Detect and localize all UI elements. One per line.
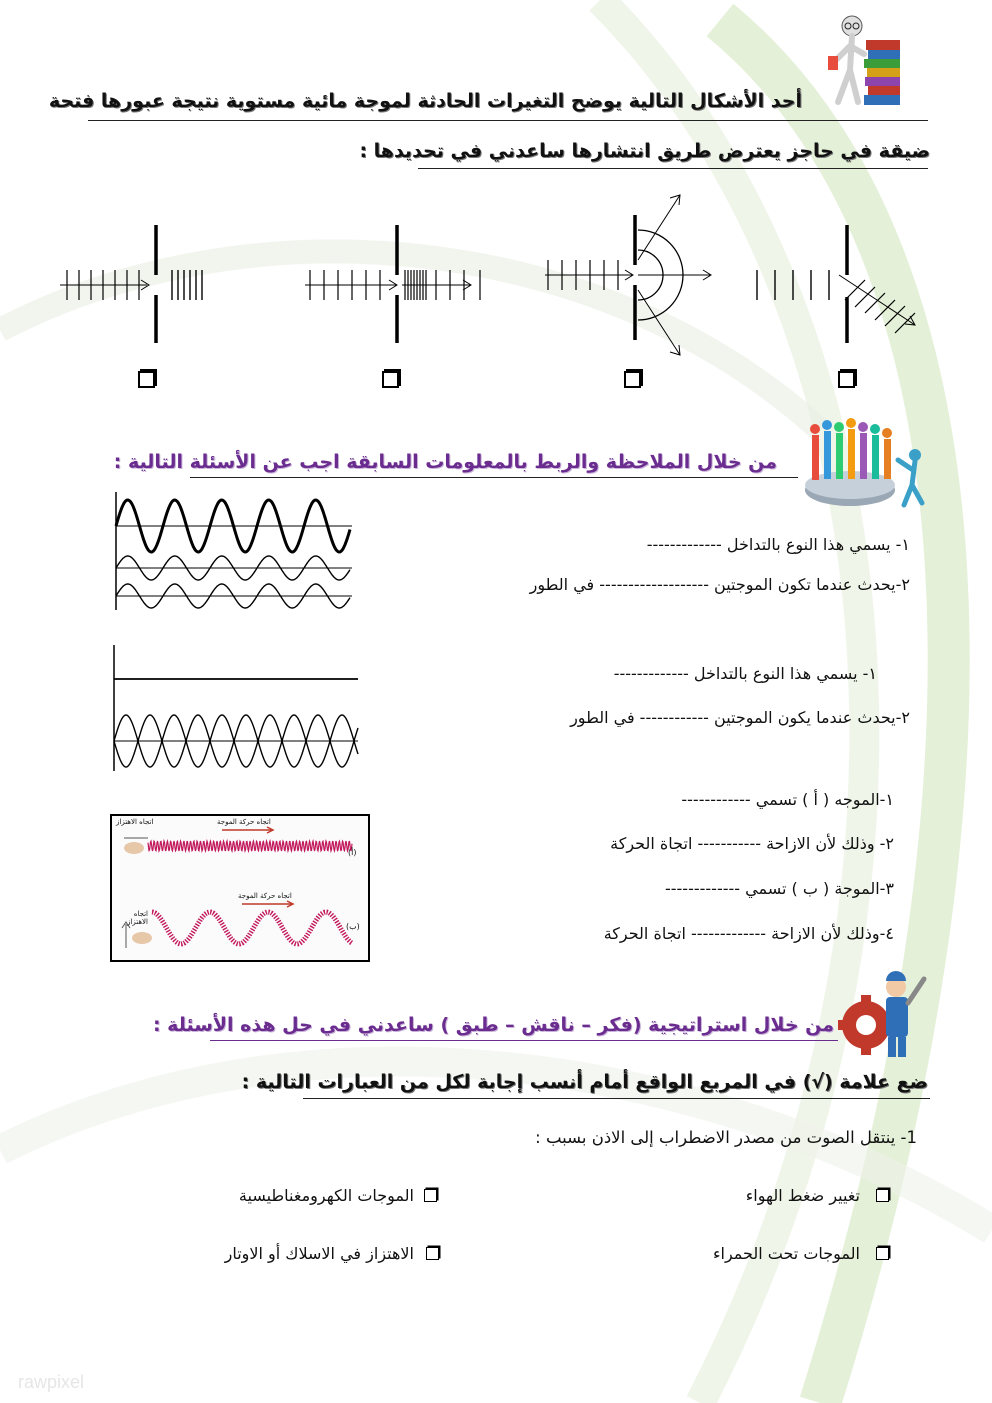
strategy-heading: من خلال استراتيجية (فكر – ناقش – طبق ) ساعدني في حل هذه الأسئلة : (152, 1014, 834, 1036)
watermark: rawpixel (18, 1372, 85, 1392)
group3-question-1: ١-الموجه ( أ ) تسمي ------------ (681, 790, 894, 809)
observe-underline (190, 477, 798, 478)
destructive-interference-diagram (112, 645, 362, 773)
figure-4-oblique-waves (745, 225, 925, 345)
title-underline-2 (418, 168, 928, 169)
group2-question-1: ١- يسمي هذا النوع بالتداخل ------------- (613, 664, 877, 683)
mechanic-gear-icon (838, 965, 928, 1060)
group1-question-1: ١- يسمي هذا النوع بالتداخل ------------- (646, 535, 910, 554)
figure-1-checkbox[interactable] (138, 371, 155, 388)
group2-question-2: ٢-يحدث عندما يكون الموجتين ------------ في الطور (570, 708, 910, 727)
figure-2-narrow-waves (300, 225, 490, 345)
figure-3-circular-diffraction (540, 190, 720, 360)
title-line-2: ضيقة في حاجز يعترض طريق انتشارها ساعدني في تحديدها : (359, 140, 930, 162)
group3-question-4: ٤-وذلك لأن الازاحة ------------- اتجاة الحركة (603, 924, 894, 943)
group3-question-2: ٢- وذلك لأن الازاحة ----------- اتجاة الحركة (610, 834, 894, 853)
figure-2-checkbox[interactable] (382, 371, 399, 388)
figure-3-checkbox[interactable] (624, 371, 641, 388)
group3-question-3: ٣-الموجة ( ب ) تسمي ------------- (664, 879, 894, 898)
option-1-checkbox[interactable] (876, 1189, 889, 1202)
instruction-heading: ضع علامة (√) في المربع الواقع أمام أنسب إجابة لكل من العبارات التالية : (241, 1071, 928, 1093)
wave-direction-label-b: اتجاه حركة الموجة (238, 892, 292, 900)
constructive-interference-diagram (112, 492, 354, 612)
mcq-question: 1- ينتقل الصوت من مصدر الاضطراب إلى الاذن بسبب : (535, 1128, 917, 1147)
option-2-checkbox[interactable] (424, 1189, 437, 1202)
teamwork-people-icon (800, 415, 930, 515)
vibration-direction-label-b: اتجاه الاهتزاز (127, 910, 148, 926)
label-a: (أ) (348, 848, 357, 857)
student-books-illustration (822, 10, 904, 110)
option-4-label: الاهتزاز في الاسلاك أو الاوتار (224, 1244, 414, 1263)
group1-question-2: ٢-يحدث عندما تكون الموجتين ------------------- في الطور (529, 575, 910, 594)
figure-1-plane-waves (55, 225, 215, 345)
option-1-label: تغيير ضغط الهواء (745, 1186, 860, 1205)
vibration-direction-label-a: اتجاه الاهتزاز (116, 818, 154, 826)
title-underline-1 (88, 120, 928, 121)
label-b: (ب) (346, 922, 360, 931)
wave-direction-label-a: اتجاه حركة الموجة (217, 818, 271, 826)
observe-heading: من خلال الملاحظة والربط بالمعلومات السابقة اجب عن الأسئلة التالية : (113, 451, 777, 473)
strategy-underline (210, 1040, 838, 1041)
figure-4-checkbox[interactable] (838, 371, 855, 388)
option-3-label: الموجات تحت الحمراء (712, 1244, 860, 1263)
wave-types-image (110, 814, 370, 962)
option-2-label: الموجات الكهرومغناطيسية (238, 1186, 414, 1205)
title-line-1: أحد الأشكال التالية يوضح التغيرات الحادثة لموجة مائية مستوية نتيجة عبورها فتحة (48, 90, 802, 112)
instruction-underline (303, 1098, 930, 1099)
option-3-checkbox[interactable] (876, 1247, 889, 1260)
option-4-checkbox[interactable] (426, 1247, 439, 1260)
